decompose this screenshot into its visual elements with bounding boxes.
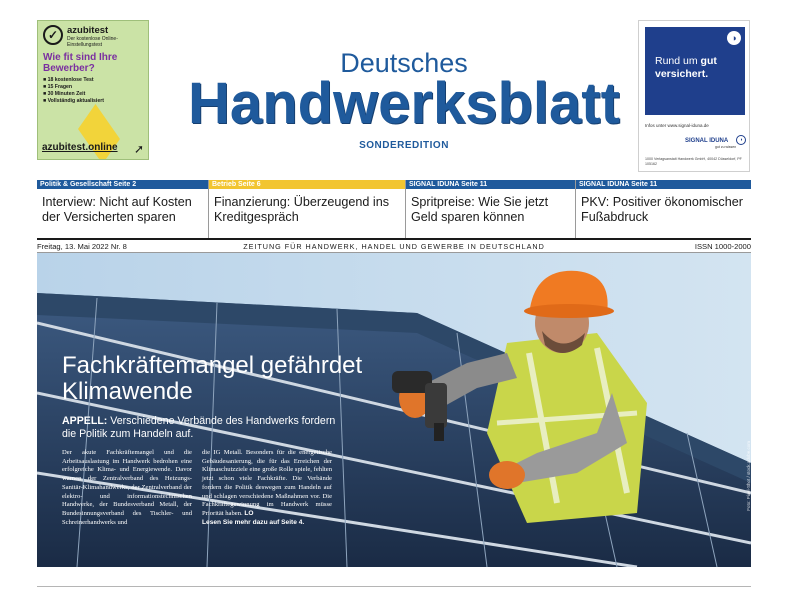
ad-logo-row bbox=[38, 21, 148, 48]
teaser-title: Interview: Nicht auf Kosten der Versicherten sparen bbox=[42, 195, 192, 224]
hero-headline: Fachkräftemangel gefährdet Klimawende bbox=[62, 352, 363, 405]
teaser-category: Betrieb Seite 6 bbox=[209, 180, 405, 189]
masthead-title-top: Deutsches bbox=[340, 48, 468, 78]
photo-credit: Foto: Pixel-Shot / stock.adobe.com bbox=[746, 441, 751, 511]
teaser-title: Finanzierung: Überzeugend ins Kreditgespräch bbox=[214, 195, 390, 224]
teaser-pkv[interactable] bbox=[576, 180, 751, 238]
ad-slogan-bold1: gut bbox=[700, 55, 717, 67]
signal-iduna-ad[interactable] bbox=[638, 20, 750, 172]
checkmark-icon: ✓ bbox=[43, 25, 63, 45]
ad-headline: Wie fit sind Ihre Bewerber? bbox=[43, 52, 118, 74]
ad-bullet: ■ 18 kostenlose Test bbox=[43, 77, 94, 83]
ad-slogan-box bbox=[645, 27, 745, 115]
hero-author: LO bbox=[244, 509, 254, 517]
ad-brand-name: SIGNAL IDUNA bbox=[685, 138, 729, 144]
ad-slogan-line1: Rund um bbox=[655, 55, 698, 67]
teaser-title: Spritpreise: Wie Sie jetzt Geld sparen können bbox=[411, 195, 549, 224]
hero-lead-text: Verschiedene Verbände des Handwerks fordern die Politik zum Handeln auf. bbox=[62, 415, 336, 440]
dateline bbox=[37, 242, 751, 252]
ad-bullet: ■ 15 Fragen bbox=[43, 84, 73, 90]
ad-brand-sub: Der kostenlose Online-Einstellungstest bbox=[67, 36, 118, 48]
hero-read-more[interactable]: Lesen Sie mehr dazu auf Seite 4. bbox=[202, 518, 305, 526]
hero-body-column-2-text: die IG Metall. Besonders für die energetische Gebäudesanierung, die für das Erreichen der Klimaschutzziele eine große Rolle spiele, fehlten jetzt schon viele Fachkräfte. Die Verbände fordern die Politik deswegen zum Handeln auf und schlagen verschiedene Maßnahmen vor. Die Fachkräftegewinnung im Handwerk müsse Priorität haben. bbox=[202, 449, 332, 517]
issue-date: Freitag, 13. Mai 2022 Nr. 8 bbox=[37, 242, 127, 251]
newspaper-motto: ZEITUNG FÜR HANDWERK, HANDEL UND GEWERBE IN DEUTSCHLAND bbox=[243, 242, 545, 251]
signal-iduna-mark-icon: ◑ bbox=[736, 135, 746, 145]
ad-bullet: ■ Vollständig aktualisiert bbox=[43, 98, 104, 104]
ad-brand-block bbox=[67, 25, 143, 48]
ad-bullet: ■ 30 Minuten Zeit bbox=[43, 91, 86, 97]
teaser-category: SIGNAL IDUNA Seite 11 bbox=[406, 180, 575, 189]
divider bbox=[37, 238, 751, 240]
hero-body-column-1: Der akute Fachkräftemangel und die Arbeitsauslastung im Handwerk bedrohen eine erfolgreiche Klima- und Energiewende. Davor warnen der Zentralverband des Heizungs-Sanitär-Klimahandwerks, der Zentralverband der elektro- und informationstechnischen Handwerke, der Bundesverband Metall, der Bundesinnungsverband des Tischler- und Schreinerhandwerks und bbox=[62, 449, 192, 526]
divider bbox=[37, 586, 751, 587]
masthead-title-main: Handwerksblatt bbox=[188, 71, 620, 136]
hero-article[interactable] bbox=[37, 253, 751, 567]
hero-body-column-2 bbox=[202, 449, 332, 527]
ad-info-link[interactable]: Infos unter www.signal-iduna.de bbox=[645, 123, 709, 128]
teaser-row bbox=[37, 180, 751, 238]
ad-url-link[interactable]: azubitest.online bbox=[42, 142, 118, 153]
issn: ISSN 1000-2000 bbox=[694, 242, 751, 251]
teaser-fuel-prices[interactable] bbox=[406, 180, 576, 238]
masthead-edition: SONDEREDITION bbox=[359, 140, 449, 151]
hero-lead bbox=[62, 415, 342, 441]
teaser-interview[interactable] bbox=[37, 180, 209, 238]
ad-fine-print: 1000 Verlagsanstalt Handwerk GmbH, 40042 Düsseldorf, PF 105162 bbox=[645, 157, 742, 166]
hero-kicker: APPELL: bbox=[62, 415, 108, 427]
ad-brand-tagline: gut zu wissen bbox=[715, 145, 737, 149]
hero-body bbox=[62, 449, 332, 527]
ad-brand: azubitest bbox=[67, 25, 109, 36]
cursor-icon: ➚ bbox=[134, 142, 145, 156]
teaser-category: Politik & Gesellschaft Seite 2 bbox=[37, 180, 208, 189]
signal-iduna-logo-icon: ◑ bbox=[727, 31, 741, 45]
teaser-title: PKV: Positiver ökonomischer Fußabdruck bbox=[581, 195, 743, 224]
teaser-category: SIGNAL IDUNA Seite 11 bbox=[576, 180, 751, 189]
teaser-financing[interactable] bbox=[209, 180, 406, 238]
ad-slogan-bold2: versichert. bbox=[655, 68, 709, 80]
